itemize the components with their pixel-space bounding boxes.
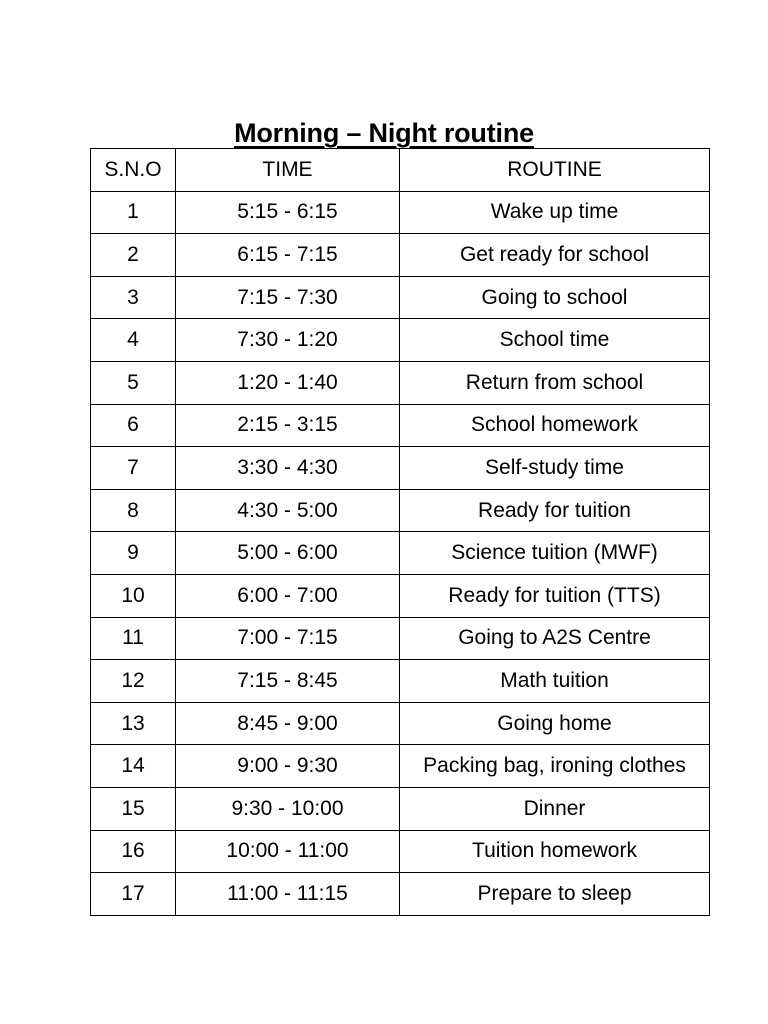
routine-cell: School time: [400, 319, 710, 362]
table-row: [91, 702, 710, 745]
time-cell: 7:30 - 1:20: [176, 319, 400, 362]
time-cell: 11:00 - 11:15: [176, 873, 400, 916]
time-cell: 5:00 - 6:00: [176, 532, 400, 575]
time-cell: 4:30 - 5:00: [176, 489, 400, 532]
sno-cell: 16: [91, 830, 176, 873]
routine-cell: School homework: [400, 404, 710, 447]
routine-cell: Self-study time: [400, 447, 710, 490]
routine-table: [90, 148, 710, 916]
sno-cell: 6: [91, 404, 176, 447]
sno-cell: 12: [91, 660, 176, 703]
sno-cell: 7: [91, 447, 176, 490]
routine-cell: Get ready for school: [400, 234, 710, 277]
time-cell: 7:15 - 7:30: [176, 276, 400, 319]
sno-cell: 1: [91, 191, 176, 234]
header-time: TIME: [176, 149, 400, 192]
header-sno: S.N.O: [91, 149, 176, 192]
time-cell: 6:15 - 7:15: [176, 234, 400, 277]
table-row: [91, 191, 710, 234]
routine-cell: Prepare to sleep: [400, 873, 710, 916]
table-row: [91, 489, 710, 532]
routine-cell: Packing bag, ironing clothes: [400, 745, 710, 788]
sno-cell: 10: [91, 574, 176, 617]
sno-cell: 13: [91, 702, 176, 745]
routine-cell: Return from school: [400, 361, 710, 404]
routine-cell: Math tuition: [400, 660, 710, 703]
time-cell: 8:45 - 9:00: [176, 702, 400, 745]
routine-cell: Tuition homework: [400, 830, 710, 873]
table-row: [91, 787, 710, 830]
sno-cell: 9: [91, 532, 176, 575]
sno-cell: 5: [91, 361, 176, 404]
sno-cell: 8: [91, 489, 176, 532]
time-cell: 9:00 - 9:30: [176, 745, 400, 788]
sno-cell: 3: [91, 276, 176, 319]
time-cell: 3:30 - 4:30: [176, 447, 400, 490]
routine-cell: Ready for tuition: [400, 489, 710, 532]
table-row: [91, 361, 710, 404]
time-cell: 10:00 - 11:00: [176, 830, 400, 873]
table-row: [91, 873, 710, 916]
time-cell: 1:20 - 1:40: [176, 361, 400, 404]
time-cell: 2:15 - 3:15: [176, 404, 400, 447]
time-cell: 9:30 - 10:00: [176, 787, 400, 830]
table-row: [91, 276, 710, 319]
header-routine: ROUTINE: [400, 149, 710, 192]
table-row: [91, 234, 710, 277]
sno-cell: 15: [91, 787, 176, 830]
routine-cell: Wake up time: [400, 191, 710, 234]
time-cell: 7:15 - 8:45: [176, 660, 400, 703]
table-header-row: [91, 149, 710, 192]
sno-cell: 4: [91, 319, 176, 362]
routine-cell: Going to A2S Centre: [400, 617, 710, 660]
routine-cell: Dinner: [400, 787, 710, 830]
sno-cell: 11: [91, 617, 176, 660]
sno-cell: 17: [91, 873, 176, 916]
table-row: [91, 404, 710, 447]
routine-cell: Going to school: [400, 276, 710, 319]
routine-cell: Going home: [400, 702, 710, 745]
table-row: [91, 745, 710, 788]
routine-cell: Ready for tuition (TTS): [400, 574, 710, 617]
table-row: [91, 617, 710, 660]
table-row: [91, 447, 710, 490]
time-cell: 7:00 - 7:15: [176, 617, 400, 660]
table-row: [91, 574, 710, 617]
sno-cell: 14: [91, 745, 176, 788]
table-row: [91, 660, 710, 703]
sno-cell: 2: [91, 234, 176, 277]
time-cell: 6:00 - 7:00: [176, 574, 400, 617]
table-row: [91, 830, 710, 873]
time-cell: 5:15 - 6:15: [176, 191, 400, 234]
page-title: Morning – Night routine: [234, 118, 534, 149]
table-row: [91, 319, 710, 362]
table-row: [91, 532, 710, 575]
routine-cell: Science tuition (MWF): [400, 532, 710, 575]
